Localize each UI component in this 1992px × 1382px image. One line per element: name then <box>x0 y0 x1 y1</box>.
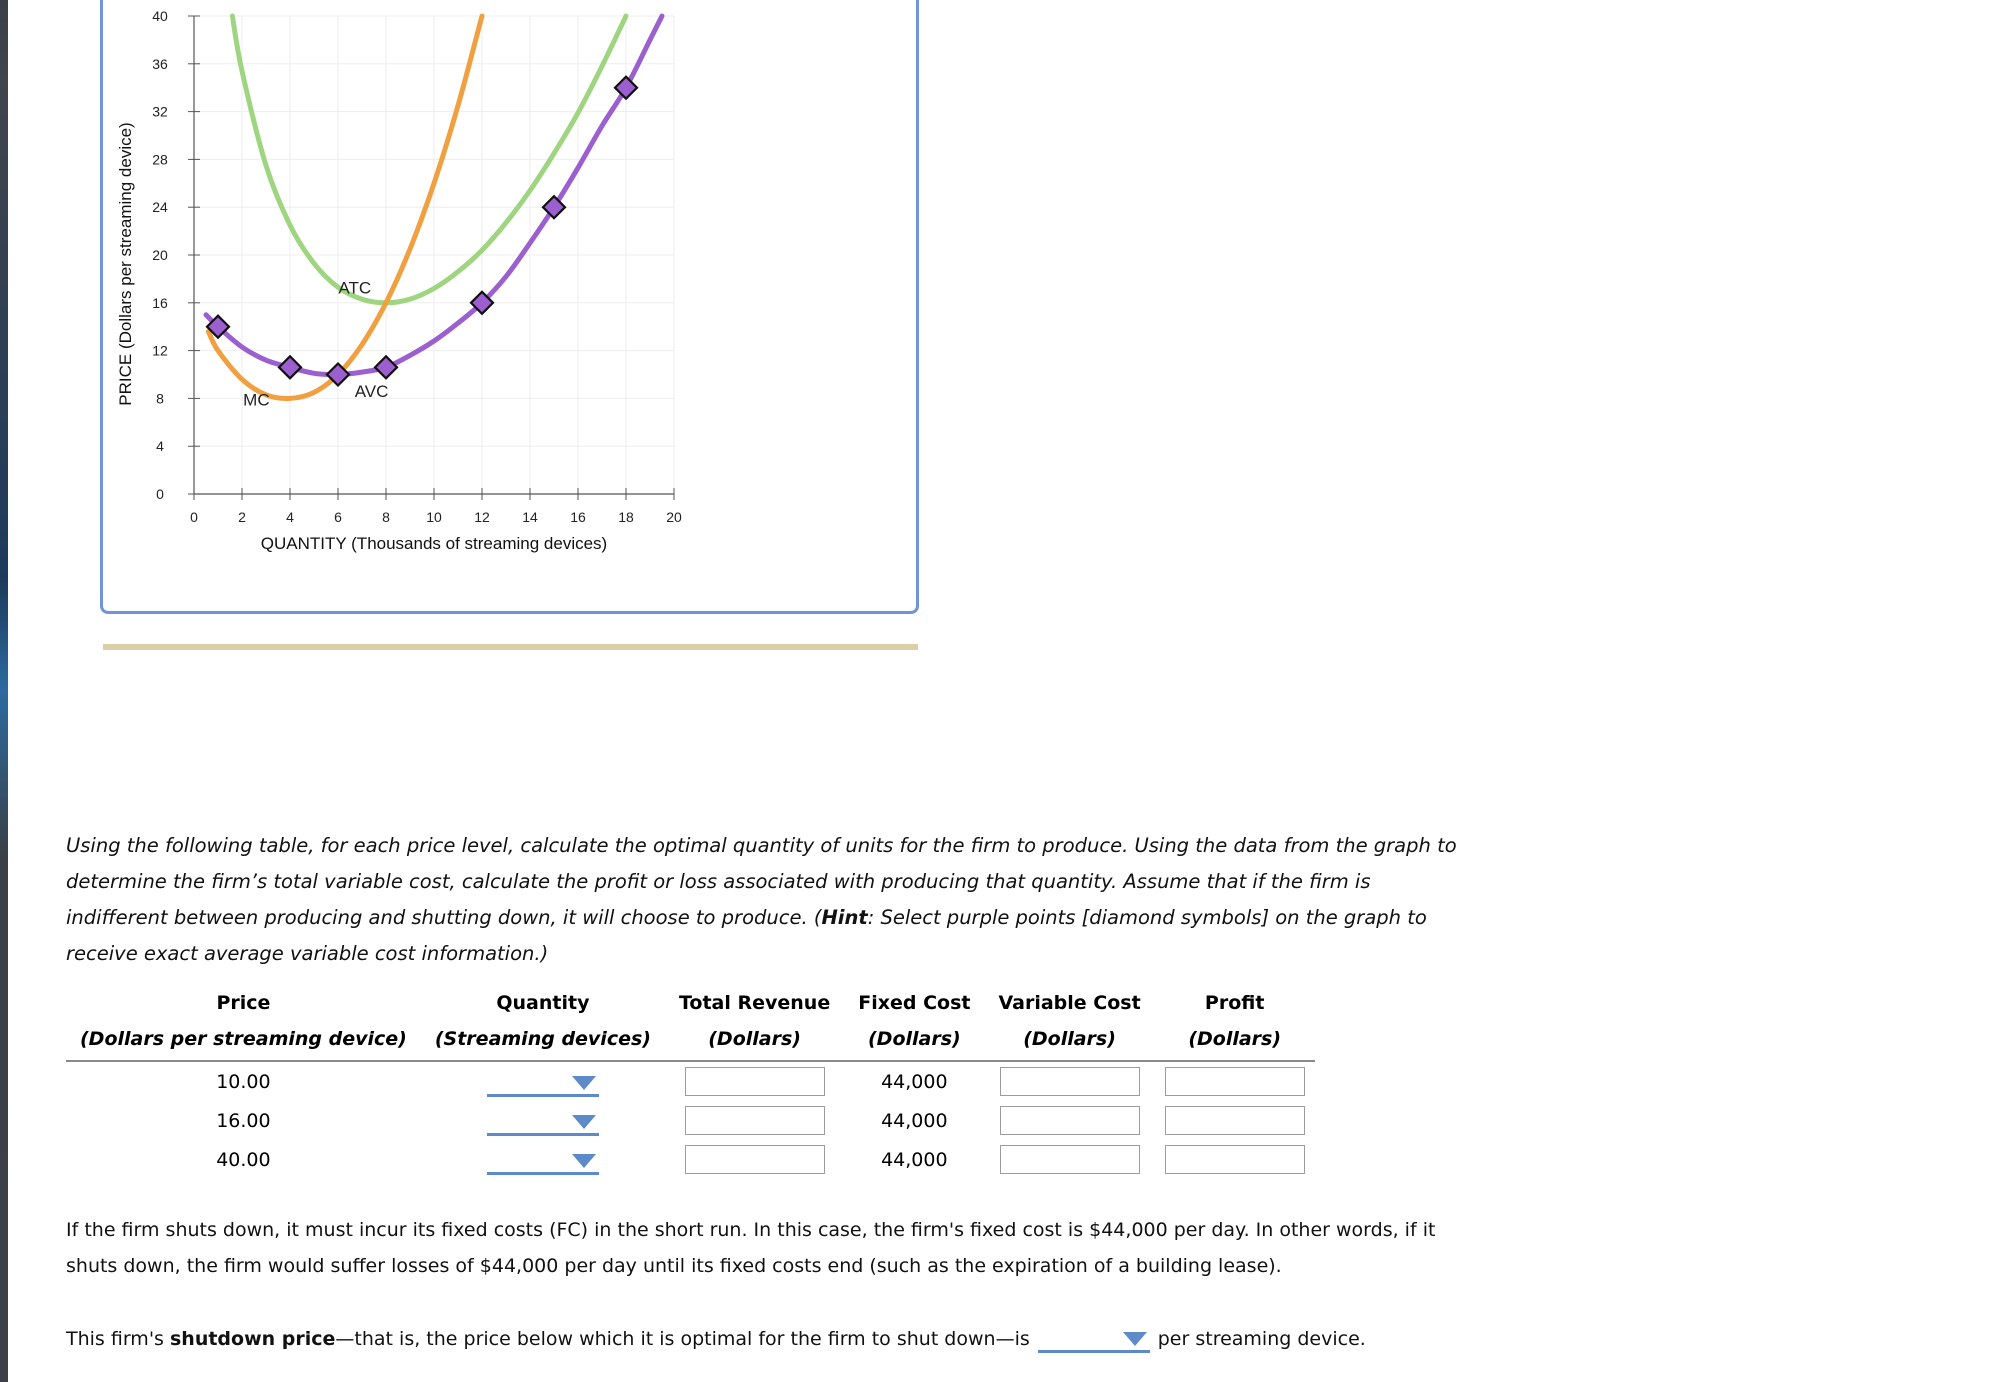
sentence-middle: —that is, the price below which it is optimal for the firm to shut down—is <box>335 1328 1030 1350</box>
chevron-down-icon <box>1123 1332 1147 1346</box>
header-fixed-cost-unit: (Dollars) <box>844 1026 984 1061</box>
curve-label: ATC <box>338 278 372 298</box>
avc-diamond-point <box>279 356 301 378</box>
instructions <box>66 828 1466 972</box>
header-total-revenue: Total Revenue <box>678 992 831 1014</box>
instructions-hint: Hint <box>821 906 868 929</box>
y-tick-label: 20 <box>152 247 168 263</box>
curve-label: AVC <box>354 382 389 402</box>
quantity-dropdown[interactable] <box>487 1144 599 1175</box>
y-tick-label: 4 <box>156 438 164 455</box>
x-tick-label: 6 <box>334 509 342 525</box>
profit-input[interactable] <box>1165 1145 1305 1174</box>
x-tick-label: 10 <box>426 509 442 525</box>
quantity-dropdown[interactable] <box>487 1105 599 1136</box>
fixed-cost-cell: 44,000 <box>881 1109 948 1132</box>
profit-input[interactable] <box>1165 1106 1305 1135</box>
header-profit: Profit <box>1204 992 1265 1014</box>
shutdown-price-sentence <box>66 1321 1366 1357</box>
y-tick-label: 0 <box>156 486 164 502</box>
table-row <box>66 1061 1315 1101</box>
chevron-down-icon <box>572 1115 596 1129</box>
instructions-text-1: Using the following table, for each price level, calculate the optimal quantity of units for the firm to produce. Using the data from the graph to determine the firm’s total variable cost, calculate the profit or loss associated with producing that quantity. Assume that if the firm is indifferent between producing and shutting down, it will choose to produce. ( <box>66 834 1457 929</box>
avc-diamond-point <box>615 77 637 99</box>
calculation-table <box>66 988 1315 1179</box>
x-axis-label: QUANTITY (Thousands of streaming devices) <box>260 534 608 553</box>
header-price: Price <box>216 992 271 1014</box>
price-cell: 40.00 <box>216 1148 271 1171</box>
curve-label: MC <box>243 390 270 410</box>
avc-diamond-point <box>375 356 397 378</box>
fixed-cost-cell: 44,000 <box>881 1070 948 1093</box>
y-tick-label: 32 <box>152 103 168 120</box>
chevron-down-icon <box>572 1154 596 1168</box>
table-row <box>66 1140 1315 1179</box>
sentence-end: per streaming device. <box>1157 1328 1366 1350</box>
header-variable-cost-unit: (Dollars) <box>984 1026 1154 1061</box>
x-tick-label: 12 <box>474 509 490 525</box>
y-tick-label: 8 <box>156 390 164 407</box>
y-tick-label: 40 <box>152 8 168 24</box>
x-tick-label: 2 <box>238 509 246 525</box>
price-cell: 10.00 <box>216 1070 271 1093</box>
graph-panel <box>100 0 919 614</box>
y-tick-label: 36 <box>152 55 168 72</box>
price-cell: 16.00 <box>216 1109 271 1132</box>
table-row <box>66 1101 1315 1140</box>
x-tick-label: 16 <box>570 509 586 525</box>
shutdown-explanation: If the firm shuts down, it must incur its fixed costs (FC) in the short run. In this case, the firm's fixed cost is $44,000 per day. In other words, if it shuts down, the firm would suffer losses of $44,000 per day until its fixed costs end (such as the expiration of a building lease). <box>66 1219 1436 1277</box>
header-quantity: Quantity <box>496 992 590 1014</box>
variable-cost-input[interactable] <box>1000 1106 1140 1135</box>
y-axis-label: PRICE (Dollars per streaming device) <box>116 122 135 406</box>
quantity-dropdown[interactable] <box>487 1066 599 1097</box>
x-tick-label: 8 <box>382 509 390 525</box>
total-revenue-input[interactable] <box>685 1145 825 1174</box>
chevron-down-icon <box>572 1076 596 1090</box>
window-left-edge <box>0 0 8 1382</box>
total-revenue-input[interactable] <box>685 1106 825 1135</box>
x-tick-label: 14 <box>522 509 538 525</box>
fixed-cost-cell: 44,000 <box>881 1148 948 1171</box>
x-tick-label: 0 <box>190 509 198 525</box>
variable-cost-input[interactable] <box>1000 1145 1140 1174</box>
divider-bar <box>103 644 918 650</box>
header-quantity-unit: (Streaming devices) <box>421 1026 665 1061</box>
cost-curves-chart <box>103 0 922 614</box>
x-tick-label: 18 <box>618 509 634 525</box>
header-fixed-cost: Fixed Cost <box>858 992 971 1014</box>
y-tick-label: 28 <box>152 151 168 168</box>
x-tick-label: 20 <box>666 509 682 525</box>
header-profit-unit: (Dollars) <box>1155 1026 1315 1061</box>
shutdown-price-term: shutdown price <box>169 1328 336 1350</box>
y-tick-label: 24 <box>152 199 168 216</box>
header-total-revenue-unit: (Dollars) <box>665 1026 844 1061</box>
shutdown-price-dropdown[interactable] <box>1038 1326 1150 1353</box>
profit-input[interactable] <box>1165 1067 1305 1096</box>
variable-cost-input[interactable] <box>1000 1067 1140 1096</box>
header-price-unit: (Dollars per streaming device) <box>66 1026 421 1061</box>
sentence-start: This firm's <box>66 1328 170 1350</box>
x-tick-label: 4 <box>286 509 294 525</box>
total-revenue-input[interactable] <box>685 1067 825 1096</box>
y-tick-label: 12 <box>152 342 168 359</box>
y-tick-label: 16 <box>152 294 168 311</box>
header-variable-cost: Variable Cost <box>998 992 1141 1014</box>
instructions-text-2: : Select purple points [diamond symbols] on the graph to receive exact average variable cost information.) <box>66 906 1427 965</box>
